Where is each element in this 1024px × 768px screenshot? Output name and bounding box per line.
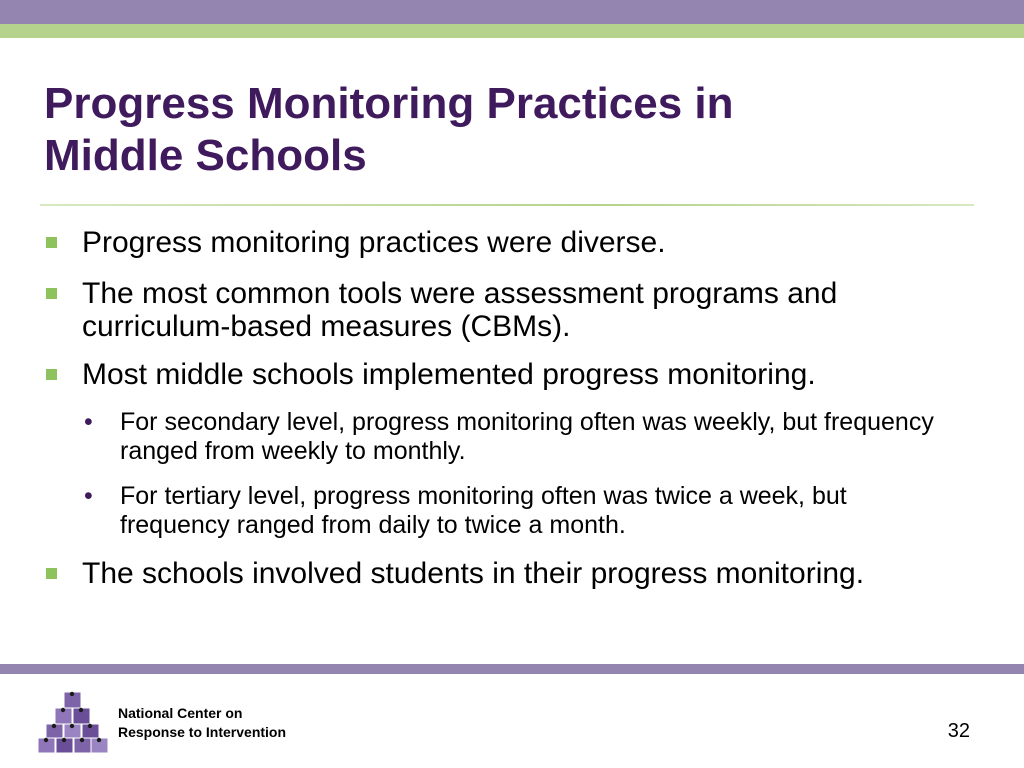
organization-name-line-1: National Center on	[118, 705, 243, 721]
bottom-purple-band	[0, 664, 1024, 674]
bullet-text: Most middle schools implemented progress monitoring.	[82, 358, 816, 391]
top-purple-band	[0, 0, 1024, 24]
sub-bullet-item-1	[84, 408, 954, 466]
sub-bullet-text: For secondary level, progress monitoring often was weekly, but frequency ranged from weekly to monthly.	[120, 408, 934, 465]
bullet-item-2	[46, 277, 966, 343]
dot-bullet-icon: •	[84, 482, 93, 510]
bullet-text: The schools involved students in their progress monitoring.	[82, 557, 865, 590]
sub-bullet-item-2	[84, 482, 954, 540]
bullet-text: The most common tools were assessment programs and curriculum-based measures (CBMs).	[82, 277, 838, 343]
sub-bullet-text: For tertiary level, progress monitoring often was twice a week, but frequency ranged from daily to twice a month.	[120, 482, 847, 539]
top-green-band	[0, 24, 1024, 38]
bullet-item-4	[46, 557, 966, 590]
ncrti-cubes-logo-icon	[38, 690, 108, 754]
square-bullet-icon	[46, 288, 57, 299]
slide-title-line-2: Middle Schools	[44, 131, 367, 180]
bullet-text: Progress monitoring practices were diverse.	[82, 226, 666, 259]
page-number: 32	[947, 720, 970, 742]
square-bullet-icon	[46, 237, 57, 248]
square-bullet-icon	[46, 568, 57, 579]
bullet-item-1	[46, 226, 966, 259]
slide-title	[44, 78, 984, 182]
square-bullet-icon	[46, 369, 57, 380]
bullet-item-3	[46, 358, 966, 391]
slide-title-line-1: Progress Monitoring Practices in	[44, 79, 734, 128]
organization-name-line-2: Response to Intervention	[118, 724, 287, 740]
dot-bullet-icon: •	[84, 408, 93, 436]
title-divider	[40, 204, 974, 206]
organization-name	[118, 704, 378, 742]
